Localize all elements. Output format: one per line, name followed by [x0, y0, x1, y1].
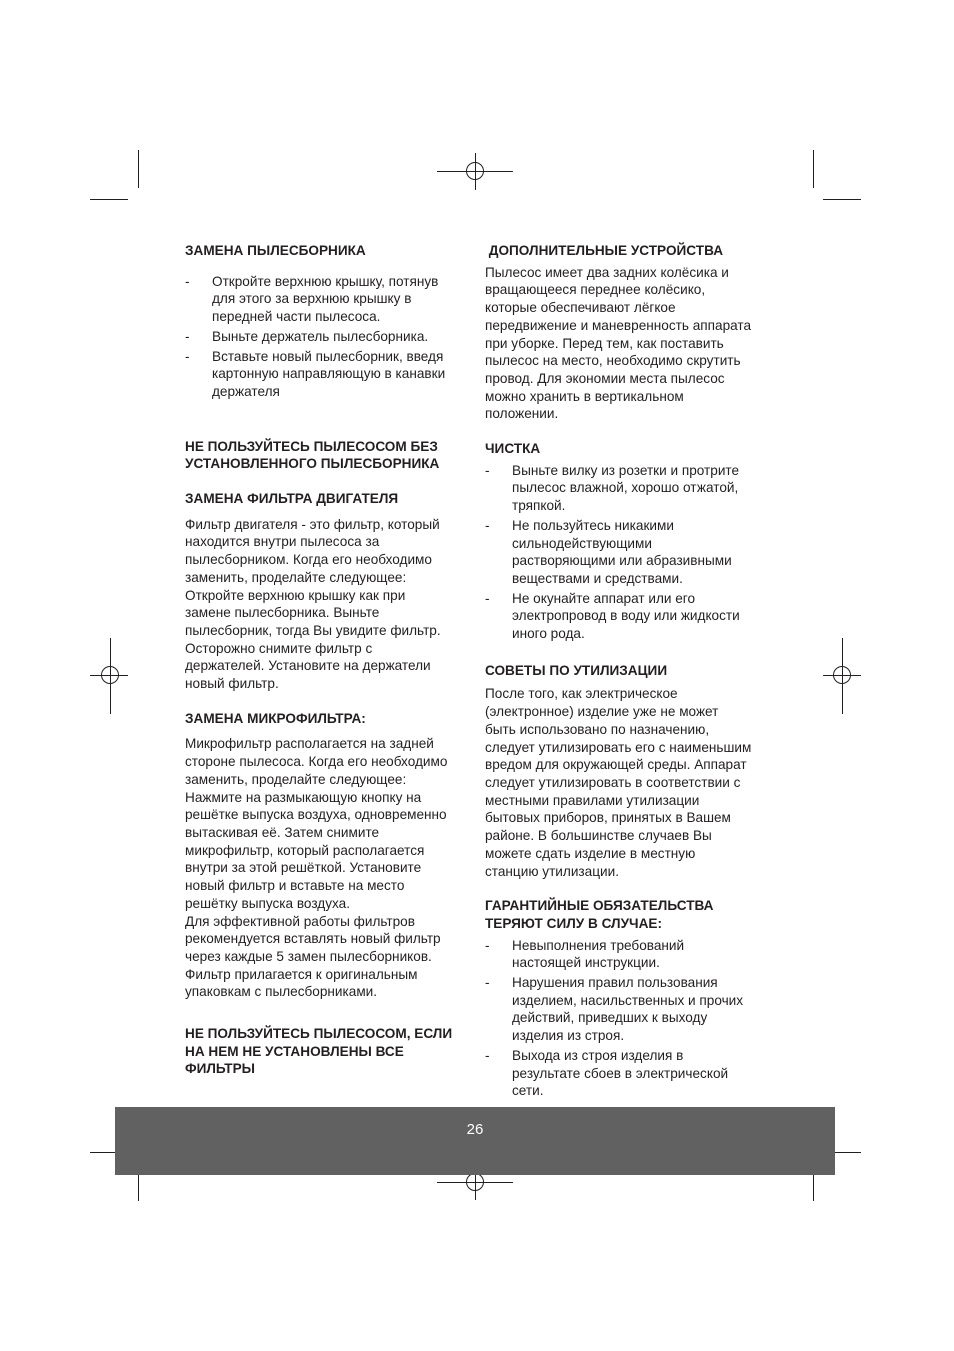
right-column	[485, 242, 775, 1102]
text-line: вредом для окружающей среды. Аппарат	[485, 757, 747, 773]
registration-circle	[101, 666, 119, 684]
section-motor-filter	[185, 490, 475, 693]
section-warranty	[485, 897, 775, 1100]
crop-mark	[823, 199, 861, 200]
bullet-item	[485, 462, 775, 515]
bullet-item	[185, 273, 475, 326]
warning-text: ФИЛЬТРЫ	[185, 1061, 255, 1077]
text-line: Пылесос имеет два задних колёсика и	[485, 264, 729, 280]
text-line: положении.	[485, 406, 559, 422]
text-line: Не окунайте аппарат или его	[512, 590, 696, 606]
text-line: сильнодействующими	[512, 535, 652, 551]
footer-bar	[115, 1107, 835, 1175]
text-line: сети.	[512, 1083, 544, 1099]
section-heading: ДОПОЛНИТЕЛЬНЫЕ УСТРОЙСТВА	[485, 243, 724, 258]
crop-mark	[813, 150, 814, 188]
text-line: через каждые 5 замен пылесборников.	[185, 948, 432, 964]
text-line: рекомендуется вставлять новый фильтр	[185, 931, 441, 947]
text-line: Выньте вилку из розетки и протрите	[512, 462, 740, 478]
section-disposal	[485, 662, 775, 880]
text-line: Не пользуйтесь никакими	[512, 517, 674, 533]
bullet-item	[485, 974, 775, 1045]
section-heading: ЗАМЕНА ФИЛЬТРА ДВИГАТЕЛЯ	[185, 491, 399, 507]
text-line: для этого за верхнюю крышку в	[212, 291, 412, 307]
text-line: Выхода из строя изделия в	[512, 1047, 684, 1063]
section-replace-bag	[185, 242, 475, 401]
text-line: Фильтр прилагается к оригинальным	[185, 966, 418, 982]
warning-no-bag	[185, 438, 475, 473]
bullet-item	[185, 348, 475, 401]
bullet-dash: -	[185, 328, 190, 344]
text-line: решётке выпуска воздуха, одновременно	[185, 807, 447, 823]
text-line: изделием, насильственных и прочих	[512, 992, 744, 1008]
text-line: упаковкам с пылесборниками.	[185, 984, 378, 1000]
text-line: Вставьте новый пылесборник, введя	[212, 348, 444, 364]
warning-text: НЕ ПОЛЬЗУЙТЕСЬ ПЫЛЕСОСОМ, ЕСЛИ	[185, 1026, 453, 1042]
text-line: (электронное) изделие уже не может	[485, 704, 719, 720]
text-line: держателей. Установите на держатели	[185, 658, 431, 674]
registration-circle	[466, 162, 484, 180]
text-line: настоящей инструкции.	[512, 955, 660, 971]
text-line: решётку выпуска воздуха.	[185, 895, 350, 911]
section-cleaning	[485, 440, 775, 643]
text-line: быть использовано по назначению,	[485, 721, 710, 737]
section-heading: СОВЕТЫ ПО УТИЛИЗАЦИИ	[485, 662, 668, 678]
text-line: следует утилизировать его с наименьшим	[485, 739, 752, 755]
section-heading: ГАРАНТИЙНЫЕ ОБЯЗАТЕЛЬСТВА	[485, 898, 714, 914]
text-line: Нарушения правил пользования	[512, 975, 718, 991]
text-line: заменить, проделайте следующее:	[185, 771, 407, 787]
text-line: при уборке. Перед тем, как поставить	[485, 335, 724, 351]
text-line: находится внутри пылесоса за	[185, 534, 380, 550]
section-heading: ЗАМЕНА ПЫЛЕСБОРНИКА	[185, 243, 366, 258]
section-accessories	[485, 242, 775, 423]
crop-mark	[90, 199, 128, 200]
text-line: провод. Для экономии места пылесос	[485, 370, 725, 386]
section-heading: ЗАМЕНА МИКРОФИЛЬТРА:	[185, 710, 366, 726]
bullet-list	[485, 462, 775, 643]
text-line: Невыполнения требований	[512, 937, 685, 953]
text-line: пылесборником. Когда его необходимо	[185, 552, 432, 568]
text-line: результате сбоев в электрической	[512, 1065, 729, 1081]
text-line: тряпкой.	[512, 498, 566, 514]
bullet-dash: -	[485, 975, 490, 991]
text-line: веществами и средствами.	[512, 570, 683, 586]
text-line: пылесос влажной, хорошо отжатой,	[512, 480, 739, 496]
text-line: картонную направляющую в канавки	[212, 366, 446, 382]
text-line: станцию утилизации.	[485, 863, 619, 879]
text-line: вытаскивая её. Затем снимите	[185, 824, 380, 840]
bullet-dash: -	[485, 462, 490, 478]
text-line: иного рода.	[512, 626, 585, 642]
text-line: Нажмите на размыкающую кнопку на	[185, 789, 422, 805]
text-line: новый фильтр и вставьте на место	[185, 878, 405, 894]
bullet-list	[185, 273, 475, 401]
text-line: Микрофильтр располагается на задней	[185, 736, 434, 752]
section-heading: ТЕРЯЮТ СИЛУ В СЛУЧАЕ:	[485, 915, 663, 931]
text-line: Выньте держатель пылесборника.	[212, 328, 429, 344]
bullet-dash: -	[185, 273, 190, 289]
left-column	[185, 242, 475, 1078]
text-line: внутри за этой решёткой. Установите	[185, 860, 422, 876]
bullet-dash: -	[485, 590, 490, 606]
bullet-list	[485, 937, 775, 1100]
bullet-item	[485, 590, 775, 643]
text-line: новый фильтр.	[185, 676, 279, 692]
text-line: вращающееся переднее колёсико,	[485, 282, 706, 298]
text-line: стороне пылесоса. Когда его необходимо	[185, 754, 448, 770]
warning-text: НА НЕМ НЕ УСТАНОВЛЕНЫ ВСЕ	[185, 1043, 404, 1059]
text-line: Осторожно снимите фильтр с	[185, 640, 373, 656]
text-line: замене пылесборника. Выньте	[185, 605, 380, 621]
text-line: местными правилами утилизации	[485, 792, 700, 808]
bullet-dash: -	[485, 937, 490, 953]
text-line: передней части пылесоса.	[212, 309, 381, 325]
registration-circle	[466, 1173, 484, 1191]
text-line: пылесборник, тогда Вы увидите фильтр.	[185, 622, 441, 638]
bullet-dash: -	[485, 517, 490, 533]
text-line: действий, приведших к выходу	[512, 1010, 708, 1026]
text-line: изделия из строя.	[512, 1028, 625, 1044]
bullet-item	[485, 1047, 775, 1100]
text-line: Для эффективной работы фильтров	[185, 913, 415, 929]
bullet-item	[185, 328, 475, 346]
text-line: следует утилизировать в соответствии с	[485, 774, 741, 790]
bullet-dash: -	[485, 1047, 490, 1063]
text-line: заменить, проделайте следующее:	[185, 569, 407, 585]
text-line: электропровод в воду или жидкости	[512, 608, 740, 624]
text-line: Откройте верхнюю крышку, потянув	[212, 273, 439, 289]
text-line: микрофильтр, который располагается	[185, 842, 425, 858]
bullet-item	[485, 517, 775, 588]
text-line: держателя	[212, 383, 280, 399]
text-line: можете сдать изделие в местную	[485, 845, 696, 861]
bullet-dash: -	[185, 348, 190, 364]
bullet-item	[485, 937, 775, 972]
text-line: районе. В большинстве случаев Вы	[485, 828, 712, 844]
text-line: которые обеспечивают лёгкое	[485, 300, 676, 316]
section-heading: ЧИСТКА	[485, 441, 541, 457]
warning-text: УСТАНОВЛЕННОГО ПЫЛЕСБОРНИКА	[185, 456, 440, 472]
text-line: Фильтр двигателя - это фильтр, который	[185, 516, 440, 532]
text-line: Откройте верхнюю крышку как при	[185, 587, 406, 603]
text-line: пылесос на место, необходимо скрутить	[485, 353, 741, 369]
text-line: передвижение и маневренность аппарата	[485, 317, 752, 333]
warning-no-filters	[185, 1025, 475, 1078]
text-line: можно хранить в вертикальном	[485, 388, 684, 404]
warning-text: НЕ ПОЛЬЗУЙТЕСЬ ПЫЛЕСОСОМ БЕЗ	[185, 438, 438, 454]
section-micro-filter	[185, 710, 475, 1001]
crop-mark	[138, 150, 139, 188]
page-number: 26	[466, 1121, 484, 1138]
text-line: растворяющими или абразивными	[512, 553, 732, 569]
text-line: бытовых приборов, принятых в Вашем	[485, 810, 731, 826]
registration-circle	[833, 666, 851, 684]
text-line: После того, как электрическое	[485, 686, 678, 702]
